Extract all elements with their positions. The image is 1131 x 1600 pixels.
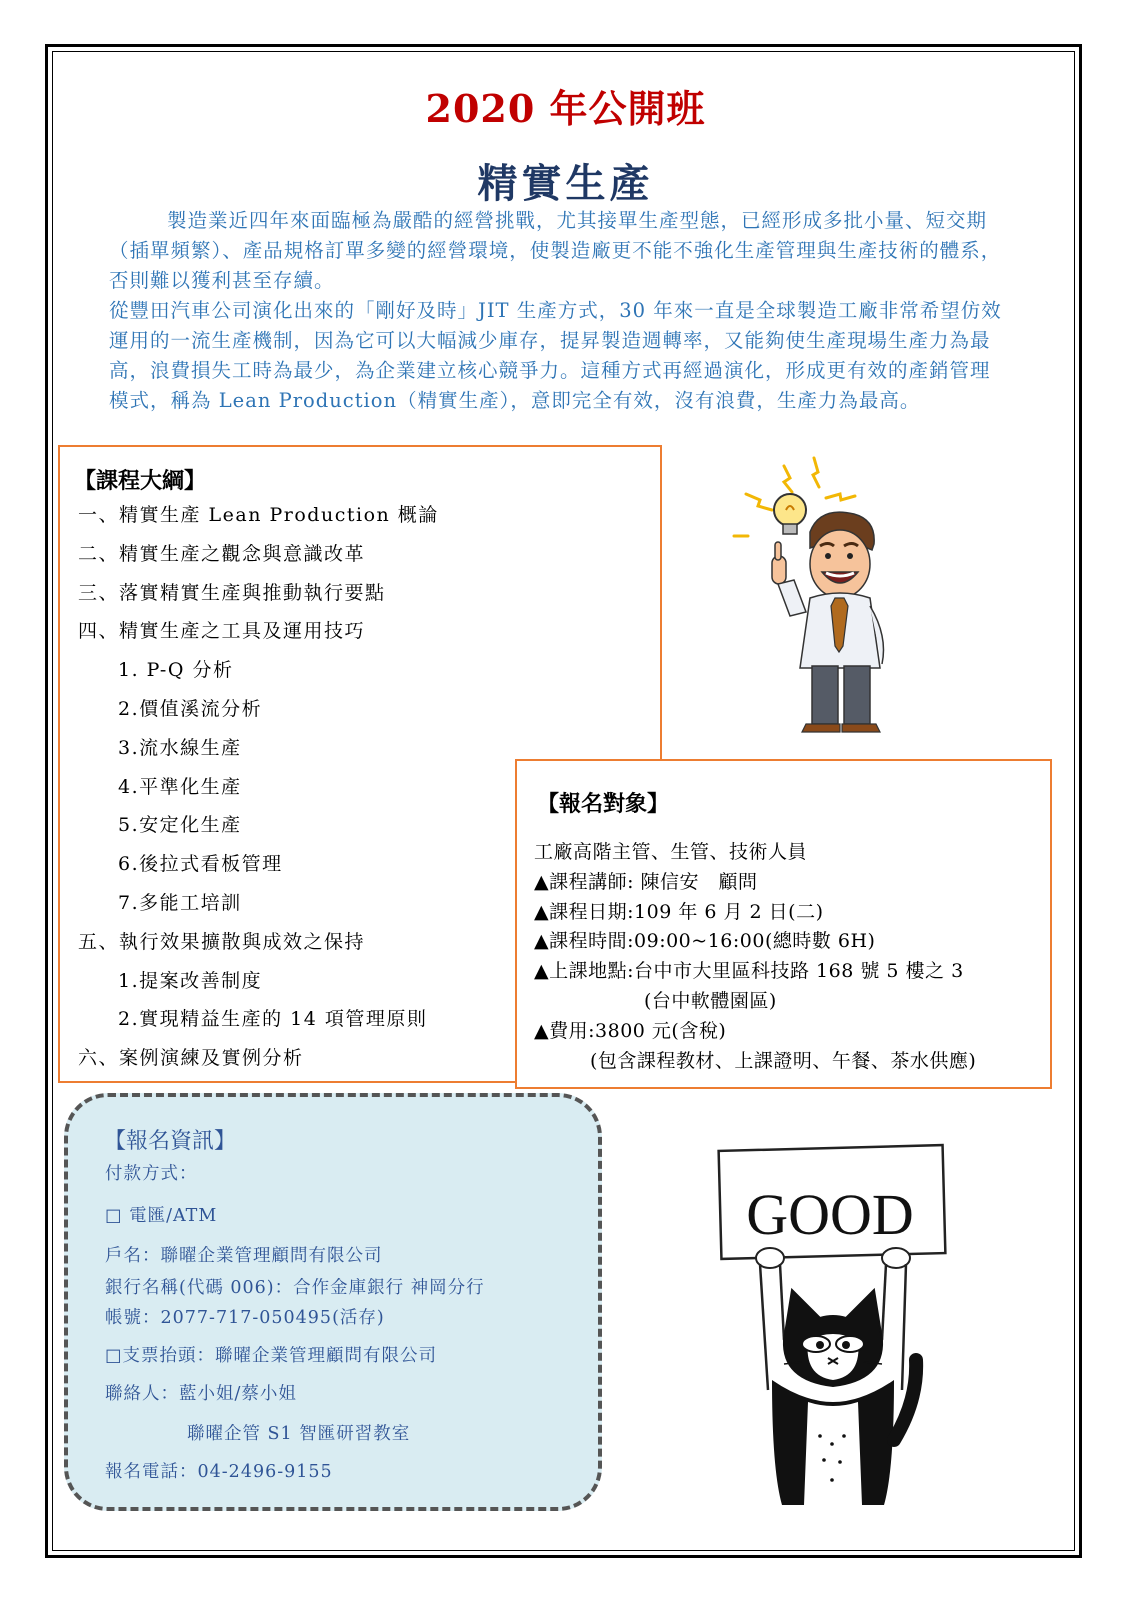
intro-text [109, 206, 1009, 416]
outline-subitem: 3.流水線生產 [118, 736, 242, 759]
date-text: ▲課程日期:109 年 6 月 2 日(二) [534, 900, 824, 923]
registration-heading: 【報名資訊】 [104, 1129, 237, 1154]
outline-item: 二、精實生產之觀念與意識改革 [78, 542, 366, 565]
outline-subitem: 1.提案改善制度 [118, 969, 263, 992]
classroom-name: 聯曜企管 S1 智匯研習教室 [187, 1424, 411, 1444]
registration-info-box [64, 1093, 602, 1511]
intro-paragraph-1: 製造業近四年來面臨極為嚴酷的經營挑戰，尤其接單生產型態，已經形成多批小量、短交期（插單頻繁）、產品規格訂單多變的經營環境，使製造廠更不能不強化生產管理與生產技術的體系，否則難以獲利甚至存續。 [109, 209, 1002, 292]
instructor-text: ▲課程講師: 陳信安 顧問 [534, 870, 758, 893]
location-text: ▲上課地點:台中市大里區科技路 168 號 5 樓之 3 [534, 960, 964, 983]
outline-item: 六、案例演練及實例分析 [78, 1047, 304, 1070]
businessman-idea-illustration [714, 446, 924, 736]
check-option: □支票抬頭：聯曜企業管理顧問有限公司 [105, 1346, 438, 1366]
outline-item: 四、精實生產之工具及運用技巧 [78, 620, 366, 643]
course-outline-list [78, 498, 439, 1080]
target-audience-heading: 【報名對象】 [537, 791, 670, 817]
outline-subitem: 4.平準化生產 [118, 775, 242, 798]
outline-subitem: 6.後拉式看板管理 [118, 853, 283, 876]
course-outline-heading: 【課程大綱】 [74, 468, 207, 494]
outline-item: 一、精實生產 Lean Production 概論 [78, 504, 439, 526]
good-sign-text: GOOD [746, 1182, 914, 1247]
payment-label: 付款方式： [105, 1164, 198, 1184]
audience-text: 工廠高階主管、生管、技術人員 [534, 841, 808, 863]
time-text: ▲課程時間:09:00~16:00(總時數 6H) [534, 930, 876, 953]
transfer-option: □ 電匯/ATM [105, 1206, 218, 1226]
outline-item: 三、落實精實生產與推動執行要點 [78, 581, 386, 604]
outline-subitem: 1. P-Q 分析 [118, 659, 234, 682]
account-number: 帳號：2077-717-050495(活存) [105, 1308, 385, 1328]
location-note-text: (台中軟體園區) [644, 989, 777, 1012]
course-details [534, 838, 976, 1076]
course-title: 精實生產 [477, 160, 654, 207]
outline-item: 五、執行效果擴散與成效之保持 [78, 930, 366, 953]
fee-text: ▲費用:3800 元(含稅) [534, 1019, 727, 1042]
outline-subitem: 5.安定化生產 [118, 814, 242, 837]
page-title: 2020 年公開班 [425, 86, 706, 131]
outline-subitem: 7.多能工培訓 [118, 891, 242, 914]
contact-person: 聯絡人：藍小姐/蔡小姐 [105, 1384, 297, 1404]
account-name: 戶名：聯曜企業管理顧問有限公司 [105, 1246, 383, 1266]
phone-number: 報名電話：04-2496-9155 [105, 1462, 333, 1482]
outline-subitem: 2.價值溪流分析 [118, 697, 263, 720]
intro-paragraph-2: 從豐田汽車公司演化出來的「剛好及時」JIT 生產方式，30 年來一直是全球製造工廠非常希望仿效運用的一流生產機制，因為它可以大幅減少庫存，提昇製造週轉率，又能夠使生產現場生產力為最高，浪費損失工時為最少，為企業建立核心競爭力。這種方式再經過演化，形成更有效的產銷管理模式，稱為 Lean Production（精實生產），意即完全有效，沒有浪費，生產力為最高。 [109, 299, 1002, 412]
cat-good-sign-illustration [712, 1140, 952, 1510]
bank-name: 銀行名稱(代碼 006)：合作金庫銀行 神岡分行 [105, 1278, 485, 1298]
fee-note-text: (包含課程教材、上課證明、午餐、茶水供應) [590, 1049, 977, 1072]
outline-subitem: 2.實現精益生產的 14 項管理原則 [118, 1008, 428, 1031]
